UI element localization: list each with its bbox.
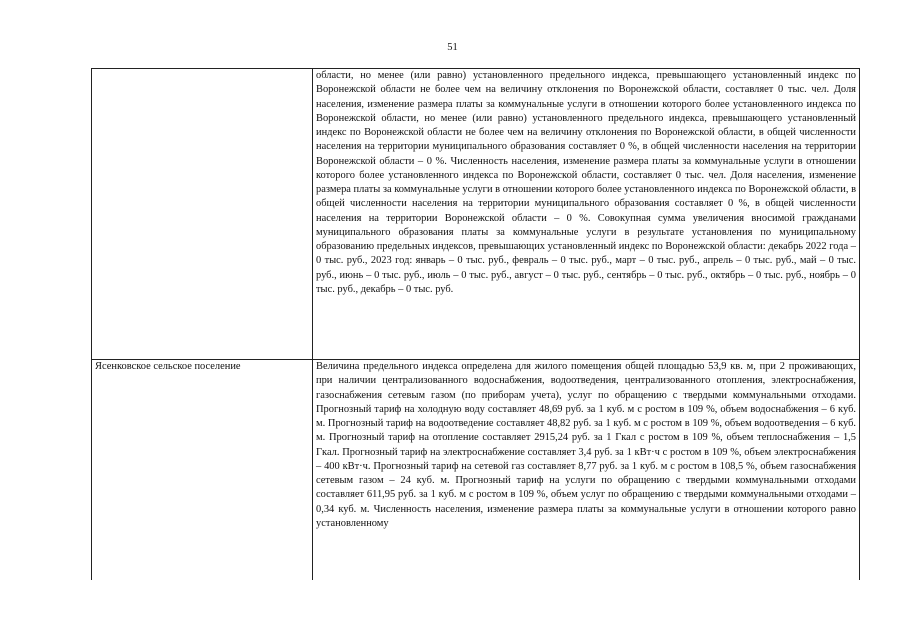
page-number: 51 — [447, 42, 458, 53]
table-row — [92, 360, 860, 581]
municipality-name-cell — [92, 360, 313, 581]
table-row — [92, 69, 860, 360]
municipality-name-cell — [92, 69, 313, 360]
description-text: области, но менее (или равно) установленного предельного индекса, превышающего установленный индекс по Воронежской области не более чем на величину отклонения по Воронежской области, составляет 0 тыс. чел. Доля населения, изменение размера платы за коммунальные услуги в отношении которого более установленного индекса по Воронежской области, но менее (или равно) установленного предельного индекса, превышающего установленный индекс по Воронежской области не более чем на величину отклонения по Воронежской области, в общей численности населения на территории муниципального образования составляет 0 %, в общей численности населения на территории Воронежской области – 0 %. Численность населения, изменение размера платы за коммунальные услуги в отношении которого более установленного индекса по Воронежской области, составляет 0 тыс. чел. Доля населения, изменение размера платы за коммунальные услуги в отношении которого более установленного индекса по Воронежской области, в общей численности населения на территории муниципального образования составляет 0 %, в общей численности населения на территории Воронежской области – 0 %. Совокупная сумма увеличения вносимой гражданами муниципального образования платы за коммунальные услуги в результате установления по муниципальному образованию предельных индексов, превышающих установленный индекс по Воронежской области: декабрь 2022 года – 0 тыс. руб., 2023 год: январь – 0 тыс. руб., февраль – 0 тыс. руб., март – 0 тыс. руб., апрель – 0 тыс. руб., май – 0 тыс. руб., июнь – 0 тыс. руб., июль – 0 тыс. руб., август – 0 тыс. руб., сентябрь – 0 тыс. руб., октябрь – 0 тыс. руб., ноябрь – 0 тыс. руб., декабрь – 0 тыс. руб. — [316, 70, 856, 295]
description-cell — [313, 69, 860, 360]
document-table — [91, 68, 860, 580]
municipality-name: Ясенковское сельское поселение — [95, 361, 241, 372]
description-text: Величина предельного индекса определена для жилого помещения общей площадью 53,9 кв. м, при 2 проживающих, при наличии централизованного водоснабжения, водоотведения, централизованного отопления, электроснабжения, газоснабжения сетевым газом (по приборам учета), услуг по обращению с твердыми коммунальными отходами. Прогнозный тариф на холодную воду составляет 48,69 руб. за 1 куб. м с ростом в 109 %, объем водоснабжения – 6 куб. м. Прогнозный тариф на водоотведение составляет 48,82 руб. за 1 куб. м с ростом в 109 %, объем водоотведения – 6 куб. м. Прогнозный тариф на отопление составляет 2915,24 руб. за 1 Гкал с ростом в 109 %, объем теплоснабжения – 1,5 Гкал. Прогнозный тариф на электроснабжение составляет 3,4 руб. за 1 кВт·ч с ростом в 109 %, объем электроснабжения – 400 кВт·ч. Прогнозный тариф на сетевой газ составляет 8,77 руб. за 1 куб. м с ростом в 108,5 %, объем газоснабжения сетевым газом – 24 куб. м. Прогнозный тариф на услуги по обращению с твердыми коммунальными отходами составляет 611,95 руб. за 1 куб. м с ростом в 109 %, объем услуг по обращению с твердыми коммунальными отходами – 0,34 куб. м. Численность населения, изменение размера платы за коммунальные услуги в отношении которого равно установленному — [316, 361, 856, 529]
description-cell — [313, 360, 860, 581]
